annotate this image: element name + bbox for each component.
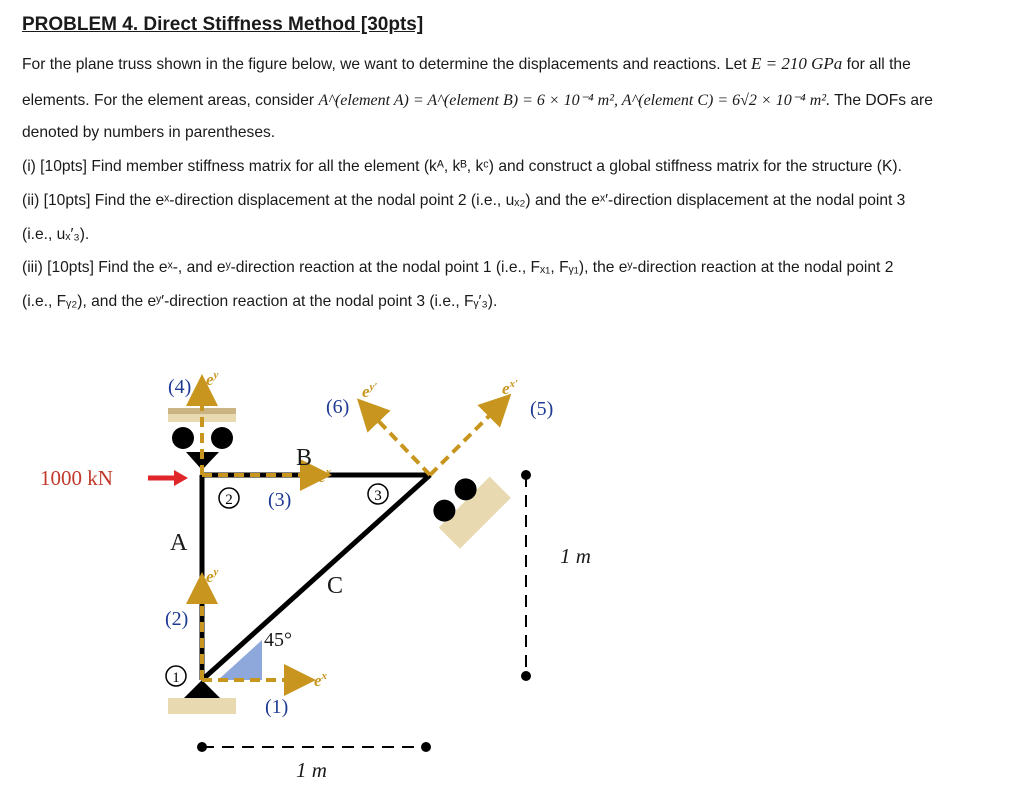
part-i: (i) [10pts] Find member stiffness matrix for all the element (kᴬ, kᴮ, kᶜ) and construct a global stiffness matrix for the structure (K). [22,158,902,175]
part-iii-line2: (i.e., Fᵧ₂), and the eʸ′-direction reaction at the nodal point 3 (i.e., Fᵧ′₃). [22,293,498,310]
axis-ex-bottom: $e^x$ [314,670,328,690]
axis-exp: $e^{x'}$ [502,378,519,398]
dof-arrow-6 [368,410,430,475]
truss-figure [0,330,1024,800]
axis-ex-top: $e^x$ [318,466,332,486]
node-1 [166,666,186,686]
part-iii-line1: (iii) [10pts] Find the eˣ-, and eʸ-direction reaction at the nodal point 1 (i.e., Fₓ₁, Fᵧ₁), the eʸ-direction reaction at the nodal point 2 [22,259,894,276]
load-arrow-head [174,470,188,486]
para1-line3: denoted by numbers in parentheses. [22,124,276,141]
dof-label-2: (2) [165,608,189,630]
para1-line1 [22,54,911,74]
axis-eyp: $e^{y'}$ [362,381,378,401]
dim-horizontal-label: 1 m [296,758,327,782]
part-ii-line1: (ii) [10pts] Find the eˣ-direction displacement at the nodal point 2 (i.e., uₓ₂) and the eˣ′-direction displacement at the nodal point 3 [22,192,906,209]
inclined-roller-support-node3 [425,463,511,549]
problem-title: PROBLEM 4. Direct Stiffness Method [30pts] [22,14,424,35]
node-1-label: 1 [172,670,180,686]
node-3 [368,484,388,504]
para1-line1-text: For the plane truss shown in the figure below, we want to determine the displacements and reactions. Let [22,56,747,73]
load-label: 1000 kN [40,466,113,490]
axis-ey-left: $e^y$ [206,566,219,586]
element-label-b: B [296,445,313,471]
dof-label-5: (5) [530,398,554,420]
element-areas: A^(element A) = A^(element B) = 6 × 10⁻⁴ m², A^(element C) = 6√2 × 10⁻⁴ m². [318,92,831,109]
dof-label-4: (4) [168,376,192,398]
para1-line2-text: elements. For the element areas, consider [22,92,315,109]
node-2 [219,488,239,508]
angle-label: 45° [264,629,292,651]
para1-line2-end: The DOFs are [834,92,933,109]
dimension-vertical [521,470,531,681]
elastic-modulus: E = 210 GPa [751,54,843,73]
dimension-horizontal [197,742,431,752]
para1-line1-end: for all the [846,56,911,73]
dof-label-1: (1) [265,696,289,718]
para1-line2 [22,90,933,110]
dim-vertical-label: 1 m [560,544,591,568]
axis-ey-top: $e^y$ [206,369,219,389]
dof-arrow-5 [430,405,500,475]
element-label-a: A [170,530,188,556]
element-label-c: C [327,573,344,599]
node-2-label: 2 [225,492,233,508]
part-ii-line2: (i.e., uₓ′₃). [22,226,90,243]
dof-label-6: (6) [326,396,350,418]
dof-label-3: (3) [268,489,292,511]
node-3-label: 3 [374,488,382,504]
